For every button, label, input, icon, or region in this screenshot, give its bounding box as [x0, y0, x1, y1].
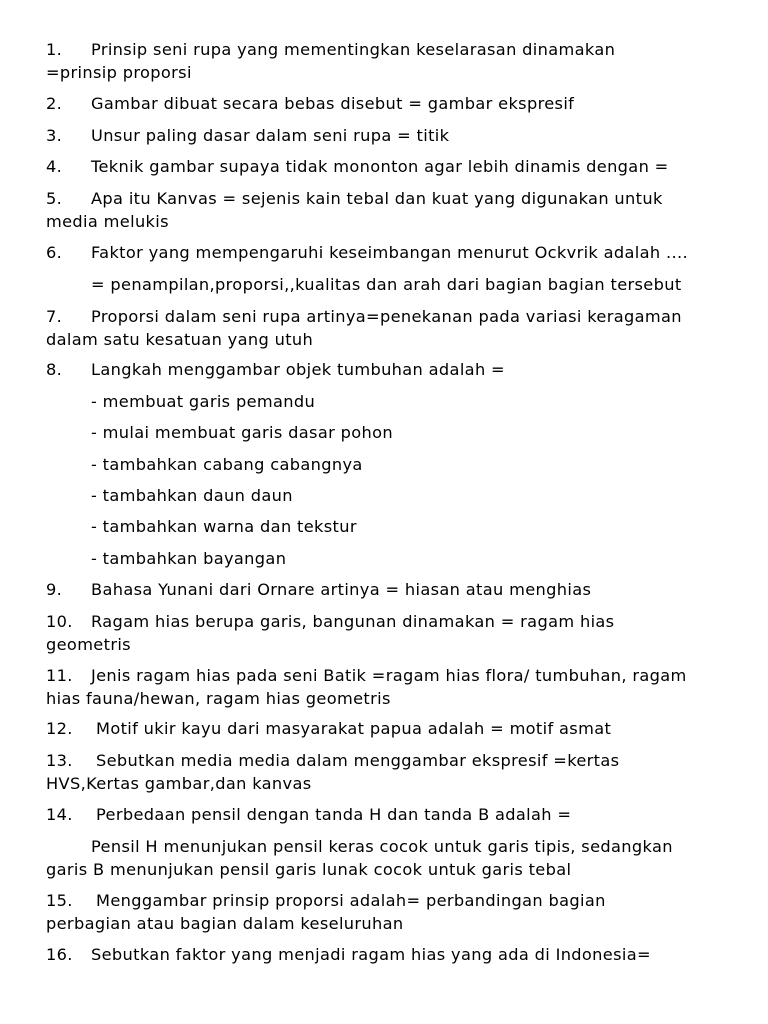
- list-item-16: [46, 943, 736, 966]
- item-number: 16.: [46, 945, 73, 964]
- item-number: 6.: [46, 243, 63, 262]
- item-text: Gambar dibuat secara bebas disebut = gambar ekspresif: [91, 94, 575, 113]
- item-11-continuation: hias fauna/hewan, ragam hias geometris: [46, 689, 391, 708]
- list-item-6: [46, 241, 736, 264]
- item-text: Menggambar prinsip proporsi adalah= perbandingan bagian: [96, 891, 606, 910]
- item-14-continuation: garis B menunjukan pensil garis lunak cocok untuk garis tebal: [46, 860, 572, 879]
- item-5-continuation: media melukis: [46, 212, 169, 231]
- item-number: 13.: [46, 751, 73, 770]
- list-item-13: [46, 749, 736, 772]
- item-text: Faktor yang mempengaruhi keseimbangan menurut Ockvrik adalah ....: [91, 243, 689, 262]
- item-8-step: - membuat garis pemandu: [91, 392, 316, 411]
- item-text: Sebutkan media media dalam menggambar ekspresif =kertas: [96, 751, 620, 770]
- list-item-8: [46, 358, 736, 381]
- item-number: 7.: [46, 307, 63, 326]
- item-8-step: - tambahkan daun daun: [91, 486, 293, 505]
- item-text: Unsur paling dasar dalam seni rupa = titik: [91, 126, 450, 145]
- list-item-10: [46, 610, 736, 633]
- item-number: 1.: [46, 40, 63, 59]
- item-1-continuation: =prinsip proporsi: [46, 63, 192, 82]
- item-8-step: - tambahkan bayangan: [91, 549, 287, 568]
- item-6-answer: = penampilan,proporsi,,kualitas dan arah dari bagian bagian tersebut: [91, 275, 682, 294]
- item-text: Apa itu Kanvas = sejenis kain tebal dan kuat yang digunakan untuk: [91, 189, 663, 208]
- list-item-2: [46, 92, 736, 115]
- item-text: Prinsip seni rupa yang mementingkan keselarasan dinamakan: [91, 40, 616, 59]
- item-text: Bahasa Yunani dari Ornare artinya = hiasan atau menghias: [91, 580, 592, 599]
- item-text: Proporsi dalam seni rupa artinya=penekanan pada variasi keragaman: [91, 307, 682, 326]
- list-item-14: [46, 803, 736, 826]
- item-10-continuation: geometris: [46, 635, 131, 654]
- item-number: 3.: [46, 126, 63, 145]
- item-number: 10.: [46, 612, 73, 631]
- item-text: Perbedaan pensil dengan tanda H dan tanda B adalah =: [96, 805, 572, 824]
- item-14-answer: Pensil H menunjukan pensil keras cocok untuk garis tipis, sedangkan: [91, 837, 673, 856]
- item-number: 5.: [46, 189, 63, 208]
- item-text: Sebutkan faktor yang menjadi ragam hias yang ada di Indonesia=: [91, 945, 651, 964]
- list-item-7: [46, 305, 736, 328]
- item-8-step: - mulai membuat garis dasar pohon: [91, 423, 393, 442]
- item-8-step: - tambahkan warna dan tekstur: [91, 517, 357, 536]
- item-number: 9.: [46, 580, 63, 599]
- item-text: Ragam hias berupa garis, bangunan dinamakan = ragam hias: [91, 612, 615, 631]
- list-item-12: [46, 717, 736, 740]
- list-item-3: [46, 124, 736, 147]
- item-text: Langkah menggambar objek tumbuhan adalah =: [91, 360, 505, 379]
- item-number: 15.: [46, 891, 73, 910]
- item-13-continuation: HVS,Kertas gambar,dan kanvas: [46, 774, 312, 793]
- list-item-11: [46, 664, 736, 687]
- item-text: Teknik gambar supaya tidak mononton agar lebih dinamis dengan =: [91, 157, 669, 176]
- item-7-continuation: dalam satu kesatuan yang utuh: [46, 330, 314, 349]
- item-number: 14.: [46, 805, 73, 824]
- item-8-step: - tambahkan cabang cabangnya: [91, 455, 363, 474]
- item-number: 4.: [46, 157, 63, 176]
- item-15-continuation: perbagian atau bagian dalam keseluruhan: [46, 914, 404, 933]
- list-item-5: [46, 187, 736, 210]
- item-text: Jenis ragam hias pada seni Batik =ragam hias flora/ tumbuhan, ragam: [91, 666, 687, 685]
- list-item-1: [46, 38, 736, 61]
- list-item-15: [46, 889, 736, 912]
- item-number: 12.: [46, 719, 73, 738]
- item-number: 2.: [46, 94, 63, 113]
- item-text: Motif ukir kayu dari masyarakat papua adalah = motif asmat: [96, 719, 612, 738]
- list-item-9: [46, 578, 736, 601]
- list-item-4: [46, 155, 736, 178]
- item-number: 11.: [46, 666, 73, 685]
- item-number: 8.: [46, 360, 63, 379]
